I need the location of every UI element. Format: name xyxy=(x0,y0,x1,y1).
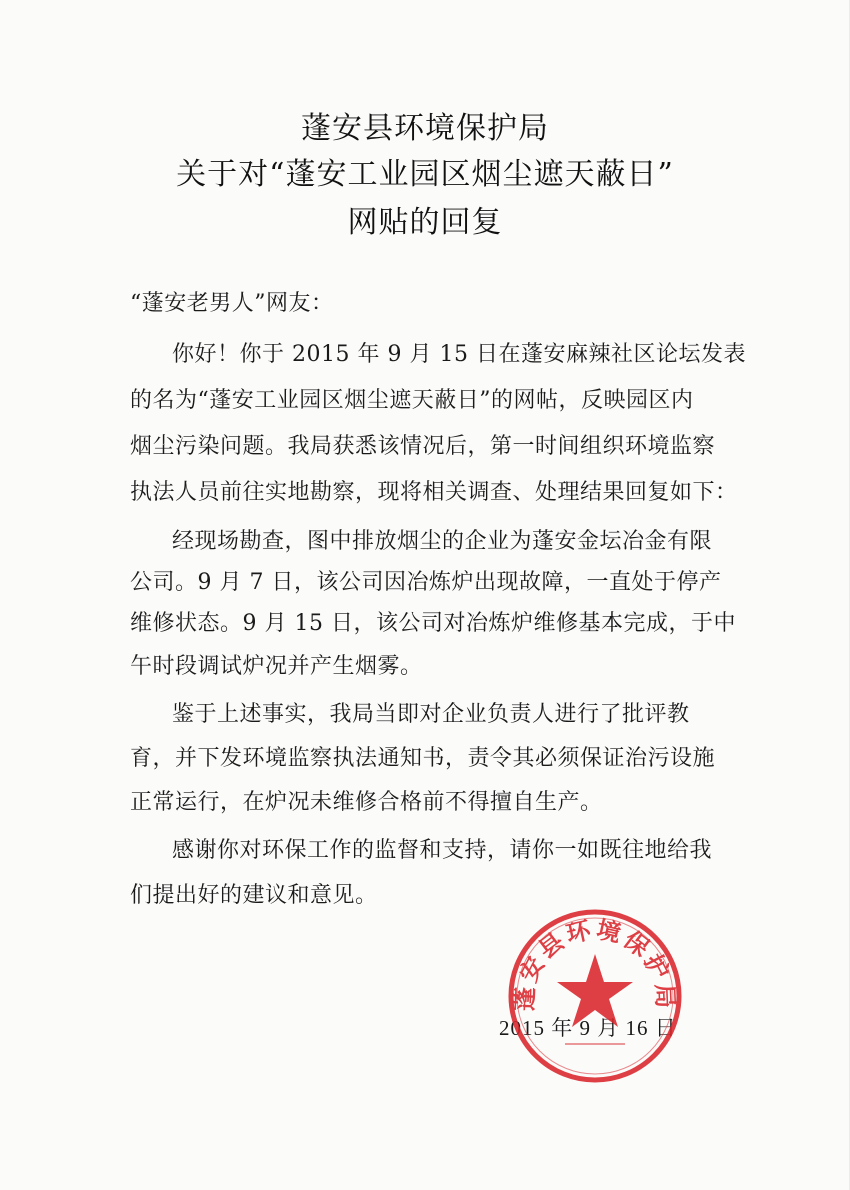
paragraph-1-line-1: 你好！你于 2015 年 9 月 15 日在蓬安麻辣社区论坛发表 xyxy=(172,342,746,367)
document-date: 2015 年 9 月 16 日 xyxy=(499,1016,677,1040)
paragraph-1-line-3: 烟尘污染问题。我局获悉该情况后，第一时间组织环境监察 xyxy=(130,434,716,459)
document-title-line-2: 关于对“蓬安工业园区烟尘遮天蔽日” xyxy=(176,157,674,192)
document-title-line-3: 网贴的回复 xyxy=(347,205,503,240)
paragraph-2-line-3: 维修状态。9 月 15 日，该公司对冶炼炉维修基本完成，于中 xyxy=(130,611,736,636)
document-title-line-1: 蓬安县环境保护局 xyxy=(301,111,549,146)
paragraph-3-line-2: 育，并下发环境监察执法通知书，责令其必须保证治污设施 xyxy=(130,746,716,771)
paragraph-1-line-2: 的名为“蓬安工业园区烟尘遮天蔽日”的网帖，反映园区内 xyxy=(130,388,694,413)
paragraph-3-line-3: 正常运行，在炉况未维修合格前不得擅自生产。 xyxy=(130,790,603,815)
paragraph-3-line-1: 鉴于上述事实，我局当即对企业负责人进行了批评教 xyxy=(172,702,690,727)
official-seal xyxy=(505,906,685,1086)
paragraph-2-line-2: 公司。9 月 7 日，该公司因冶炼炉出现故障，一直处于停产 xyxy=(130,570,722,595)
paragraph-2-line-1: 经现场勘查，图中排放烟尘的企业为蓬安金坛冶金有限 xyxy=(172,529,713,554)
paragraph-1-line-4: 执法人员前往实地勘察，现将相关调查、处理结果回复如下： xyxy=(130,480,738,505)
paragraph-2-line-4: 午时段调试炉况并产生烟雾。 xyxy=(130,654,423,679)
salutation: “蓬安老男人”网友： xyxy=(130,291,334,316)
seal-text: 蓬安县环境保护局 xyxy=(509,914,681,1012)
paragraph-4-line-2: 们提出好的建议和意见。 xyxy=(130,883,378,908)
seal-star-icon xyxy=(557,954,633,1027)
paragraph-4-line-1: 感谢你对环保工作的监督和支持，请你一如既往地给我 xyxy=(172,838,713,863)
